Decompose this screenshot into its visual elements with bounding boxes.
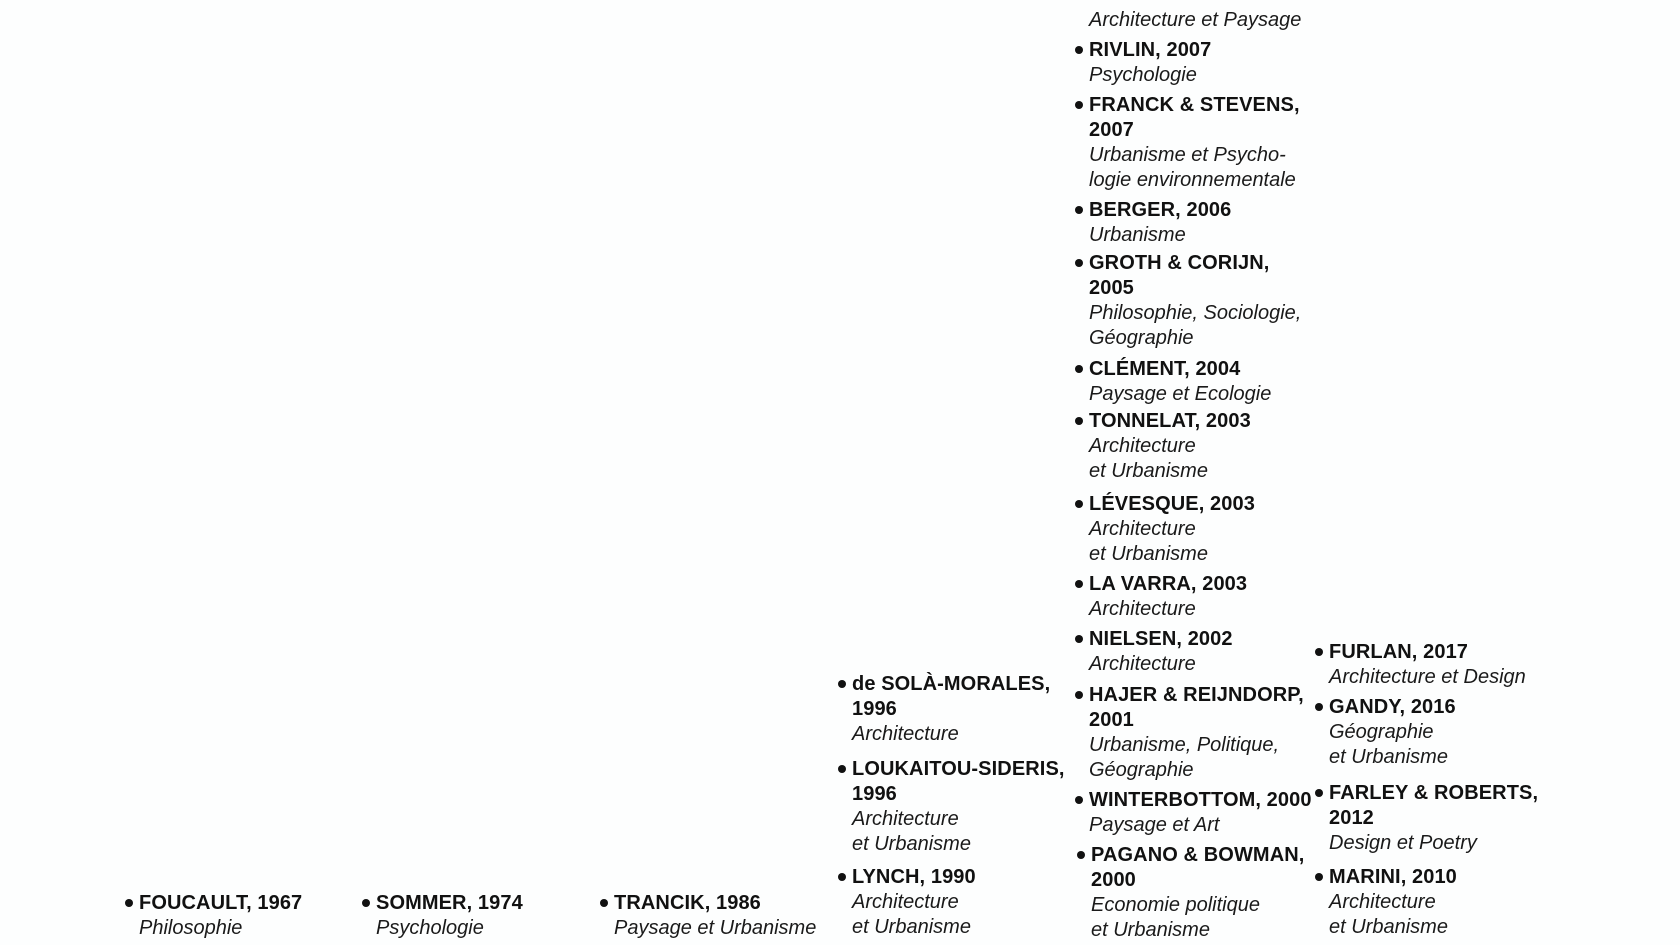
entry-clement bbox=[1075, 357, 1339, 407]
entry-discipline: Architecture bbox=[1089, 653, 1196, 675]
bullet-icon bbox=[1075, 796, 1083, 804]
entry-foucault bbox=[125, 891, 302, 941]
entry-discipline: Psychologie bbox=[376, 917, 484, 939]
bullet-icon bbox=[1075, 259, 1083, 267]
entry-author: FARLEY & ROBERTS, 2012 bbox=[1329, 782, 1539, 829]
entry-sommer bbox=[362, 891, 523, 941]
entry-discipline: Urbanisme bbox=[1089, 224, 1186, 246]
entry-author: FOUCAULT, 1967 bbox=[139, 892, 303, 914]
bullet-icon bbox=[1315, 873, 1323, 881]
entry-discipline: Paysage et Urbanisme bbox=[614, 917, 817, 939]
entry-discipline: Urbanisme, Politique, Géographie bbox=[1089, 734, 1280, 781]
entry-discipline: Architecture et Urbanisme bbox=[1089, 518, 1208, 565]
entry-author: LA VARRA, 2003 bbox=[1089, 573, 1248, 595]
entry-marini bbox=[1315, 865, 1579, 940]
entry-discipline: Economie politique et Urbanisme bbox=[1091, 894, 1260, 941]
entry-la-varra bbox=[1075, 572, 1339, 622]
entry-gandy bbox=[1315, 695, 1579, 770]
bullet-icon bbox=[1075, 580, 1083, 588]
entry-lynch bbox=[838, 865, 1092, 940]
bullet-icon bbox=[1315, 703, 1323, 711]
bullet-icon bbox=[1075, 46, 1083, 54]
entry-discipline: Design et Poetry bbox=[1329, 832, 1477, 854]
entry-discipline: Architecture et Urbanisme bbox=[1089, 435, 1208, 482]
entry-pagano-bowman bbox=[1077, 843, 1341, 943]
entry-author: NIELSEN, 2002 bbox=[1089, 628, 1233, 650]
entry-tonnelat bbox=[1075, 409, 1339, 484]
entry-discipline: Paysage et Art bbox=[1089, 814, 1220, 836]
entry-author: de SOLÀ-MORALES, 1996 bbox=[852, 673, 1051, 720]
entry-author: LOUKAITOU-SIDERIS, 1996 bbox=[852, 758, 1065, 805]
entry-author: TRANCIK, 1986 bbox=[614, 892, 761, 914]
column-1970s bbox=[362, 891, 523, 941]
entry-discipline: Architecture et Design bbox=[1329, 666, 1526, 688]
entry-winterbottom bbox=[1075, 788, 1339, 838]
entry-levesque bbox=[1075, 492, 1339, 567]
bullet-icon bbox=[838, 873, 846, 881]
entry-author: GANDY, 2016 bbox=[1329, 696, 1456, 718]
bullet-icon bbox=[1075, 417, 1083, 425]
entry-author: GROTH & CORIJN, 2005 bbox=[1089, 252, 1270, 299]
bullet-icon bbox=[362, 899, 370, 907]
entry-discipline: Paysage et Ecologie bbox=[1089, 383, 1272, 405]
entry-discipline: Philosophie, Sociologie, Géographie bbox=[1089, 302, 1302, 349]
entry-berger bbox=[1075, 198, 1339, 248]
entry-hajer-reijndorp bbox=[1075, 683, 1339, 783]
bullet-icon bbox=[1075, 500, 1083, 508]
entry-discipline: Architecture et Urbanisme bbox=[852, 891, 971, 938]
column-1960s bbox=[125, 891, 302, 941]
entry-author: RIVLIN, 2007 bbox=[1089, 39, 1212, 61]
bullet-icon bbox=[125, 899, 133, 907]
entry-rivlin bbox=[1075, 38, 1339, 88]
entry-discipline: Architecture et Paysage bbox=[1089, 9, 1302, 31]
entry-author: HAJER & REIJNDORP, 2001 bbox=[1089, 684, 1304, 731]
bullet-icon bbox=[1315, 789, 1323, 797]
entry-author: CLÉMENT, 2004 bbox=[1089, 358, 1241, 380]
bullet-icon bbox=[838, 680, 846, 688]
entry-loukaitou-sideris bbox=[838, 757, 1092, 857]
bullet-icon bbox=[1075, 365, 1083, 373]
entry-top-partial bbox=[1075, 8, 1339, 33]
bullet-icon bbox=[600, 899, 608, 907]
entry-furlan bbox=[1315, 640, 1579, 690]
bullet-icon bbox=[1075, 635, 1083, 643]
entry-author: FRANCK & STEVENS, 2007 bbox=[1089, 94, 1300, 141]
entry-author: SOMMER, 1974 bbox=[376, 892, 523, 914]
entry-discipline: Architecture bbox=[852, 723, 959, 745]
entry-author: PAGANO & BOWMAN, 2000 bbox=[1091, 844, 1305, 891]
bullet-icon bbox=[1075, 691, 1083, 699]
bullet-icon bbox=[1075, 101, 1083, 109]
entry-franck-stevens bbox=[1075, 93, 1339, 193]
entry-discipline: Géographie et Urbanisme bbox=[1329, 721, 1448, 768]
entry-nielsen bbox=[1075, 627, 1339, 677]
column-1980s bbox=[600, 891, 816, 941]
entry-author: WINTERBOTTOM, 2000 bbox=[1089, 789, 1312, 811]
entry-author: LÉVESQUE, 2003 bbox=[1089, 493, 1255, 515]
entry-farley-roberts bbox=[1315, 781, 1579, 856]
entry-author: LYNCH, 1990 bbox=[852, 866, 976, 888]
entry-author: TONNELAT, 2003 bbox=[1089, 410, 1251, 432]
entry-author: FURLAN, 2017 bbox=[1329, 641, 1469, 663]
bullet-icon bbox=[838, 765, 846, 773]
entry-groth-corijn bbox=[1075, 251, 1339, 351]
entry-author: BERGER, 2006 bbox=[1089, 199, 1232, 221]
entry-discipline: Philosophie bbox=[139, 917, 243, 939]
bullet-icon bbox=[1075, 206, 1083, 214]
entry-discipline: Architecture et Urbanisme bbox=[852, 808, 971, 855]
entry-sola-morales bbox=[838, 672, 1092, 747]
entry-discipline: Architecture et Urbanisme bbox=[1329, 891, 1448, 938]
bullet-icon bbox=[1315, 648, 1323, 656]
bullet-icon bbox=[1077, 851, 1085, 859]
entry-discipline: Urbanisme et Psycho- logie environnementale bbox=[1089, 144, 1296, 191]
entry-discipline: Architecture bbox=[1089, 598, 1196, 620]
entry-discipline: Psychologie bbox=[1089, 64, 1197, 86]
entry-author: MARINI, 2010 bbox=[1329, 866, 1457, 888]
entry-trancik bbox=[600, 891, 816, 941]
